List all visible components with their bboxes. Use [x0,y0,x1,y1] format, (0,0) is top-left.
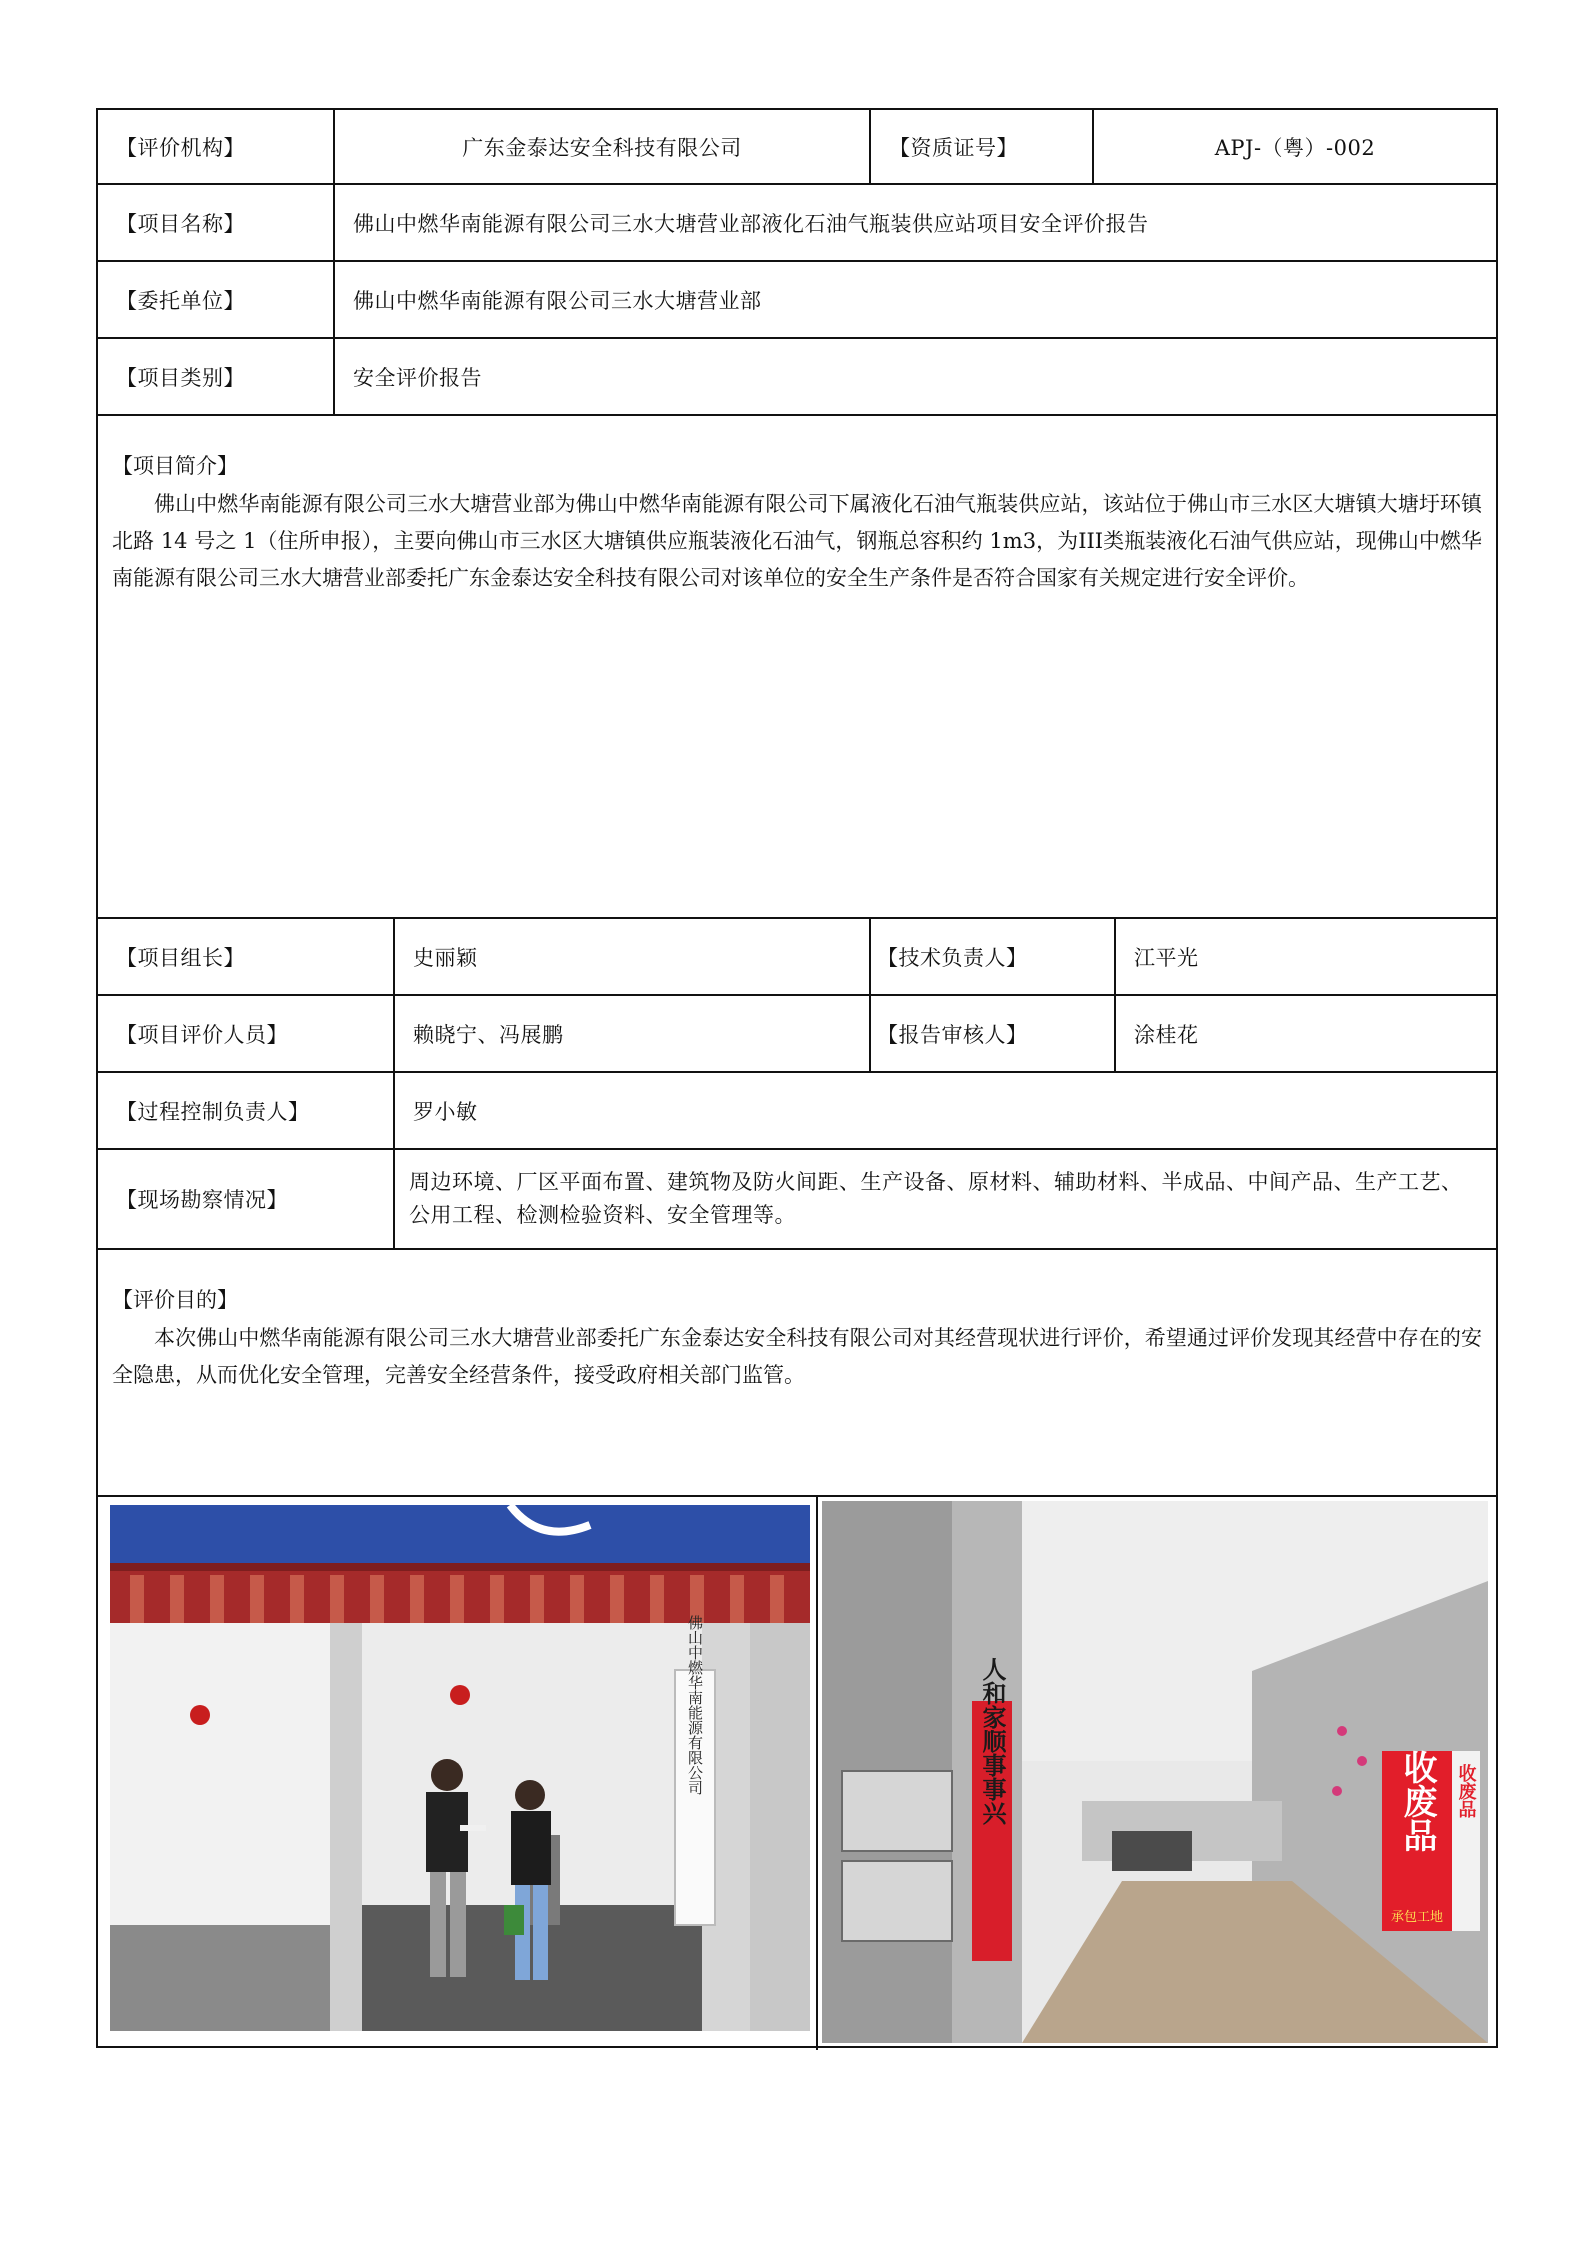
reviewer-value: 涂桂花 [1134,1022,1199,1047]
process-control-row [98,1073,1496,1150]
recycle-sign-text: 收废品 [1397,1750,1437,1852]
couplet-text: 人和家顺事事兴 [978,1657,1006,1825]
street-photo [822,1501,1488,2043]
leader-value: 史丽颖 [395,919,871,994]
evaluators-label: 【项目评价人员】 [98,996,395,1071]
header-row [98,110,1496,185]
leader-row [98,919,1496,996]
recycle-sign-small-text: 承包工地 [1390,1910,1444,1925]
tech-value: 江平光 [1134,945,1199,970]
evaluators-value: 赖晓宁、冯展鹏 [395,996,871,1071]
street-illustration [822,1501,1488,2043]
project-name-row [98,185,1496,262]
intro-section [98,416,1496,919]
evaluation-info-sheet [96,108,1498,2048]
storefront-photo [110,1505,810,2031]
project-name-value: 佛山中燃华南能源有限公司三水大塘营业部液化石油气瓶装供应站项目安全评价报告 [353,211,1149,236]
site-photos [98,1497,1496,2050]
purpose-label: 【评价目的】 [112,1288,238,1312]
cert-label: 【资质证号】 [871,110,1094,183]
survey-row [98,1150,1496,1250]
client-row [98,262,1496,339]
tech-label: 【技术负责人】 [871,919,1116,994]
client-label: 【委托单位】 [98,262,335,337]
intro-label: 【项目简介】 [112,454,238,478]
category-row [98,339,1496,416]
cert-value: APJ-（粤）-002 [1214,135,1376,160]
leader-label: 【项目组长】 [98,919,395,994]
client-value: 佛山中燃华南能源有限公司三水大塘营业部 [353,288,762,313]
purpose-text: 本次佛山中燃华南能源有限公司三水大塘营业部委托广东金泰达安全科技有限公司对其经营现状进行评价，希望通过评价发现其经营中存在的安全隐患，从而优化安全管理，完善安全经营条件，接受政府相关部门监管。 [112,1326,1482,1387]
process-value: 罗小敏 [413,1099,478,1124]
survey-value: 周边环境、厂区平面布置、建筑物及防火间距、生产设备、原材料、辅助材料、半成品、中间产品、生产工艺、公用工程、检测检验资料、安全管理等。 [409,1170,1463,1227]
org-value: 广东金泰达安全科技有限公司 [335,110,871,183]
evaluators-row [98,996,1496,1073]
photo-divider [816,1497,818,2050]
purpose-section [98,1250,1496,1497]
category-value: 安全评价报告 [353,365,482,390]
process-label: 【过程控制负责人】 [98,1073,395,1148]
recycle-sign-side-text: 收废品 [1455,1764,1477,1818]
storefront-illustration [110,1505,810,2031]
project-name-label: 【项目名称】 [98,185,335,260]
category-label: 【项目类别】 [98,339,335,414]
intro-text: 佛山中燃华南能源有限公司三水大塘营业部为佛山中燃华南能源有限公司下属液化石油气瓶装供应站，该站位于佛山市三水区大塘镇大塘圩环镇北路 14 号之 1（住所申报），主要向佛山市三水区大塘镇供应瓶装液化石油气，钢瓶总容积约 1m3，为III类瓶装液化石油气供应站，现佛山中燃华南能源有限公司三水大塘营业部委托广东金泰达安全科技有限公司对该单位的安全生产条件是否符合国家有关规定进行安全评价。 [112,492,1482,590]
org-label: 【评价机构】 [98,110,335,183]
storefront-signboard-text: 佛山中燃华南能源有限公司 [686,1615,704,1795]
reviewer-label: 【报告审核人】 [871,996,1116,1071]
survey-label: 【现场勘察情况】 [98,1150,395,1248]
